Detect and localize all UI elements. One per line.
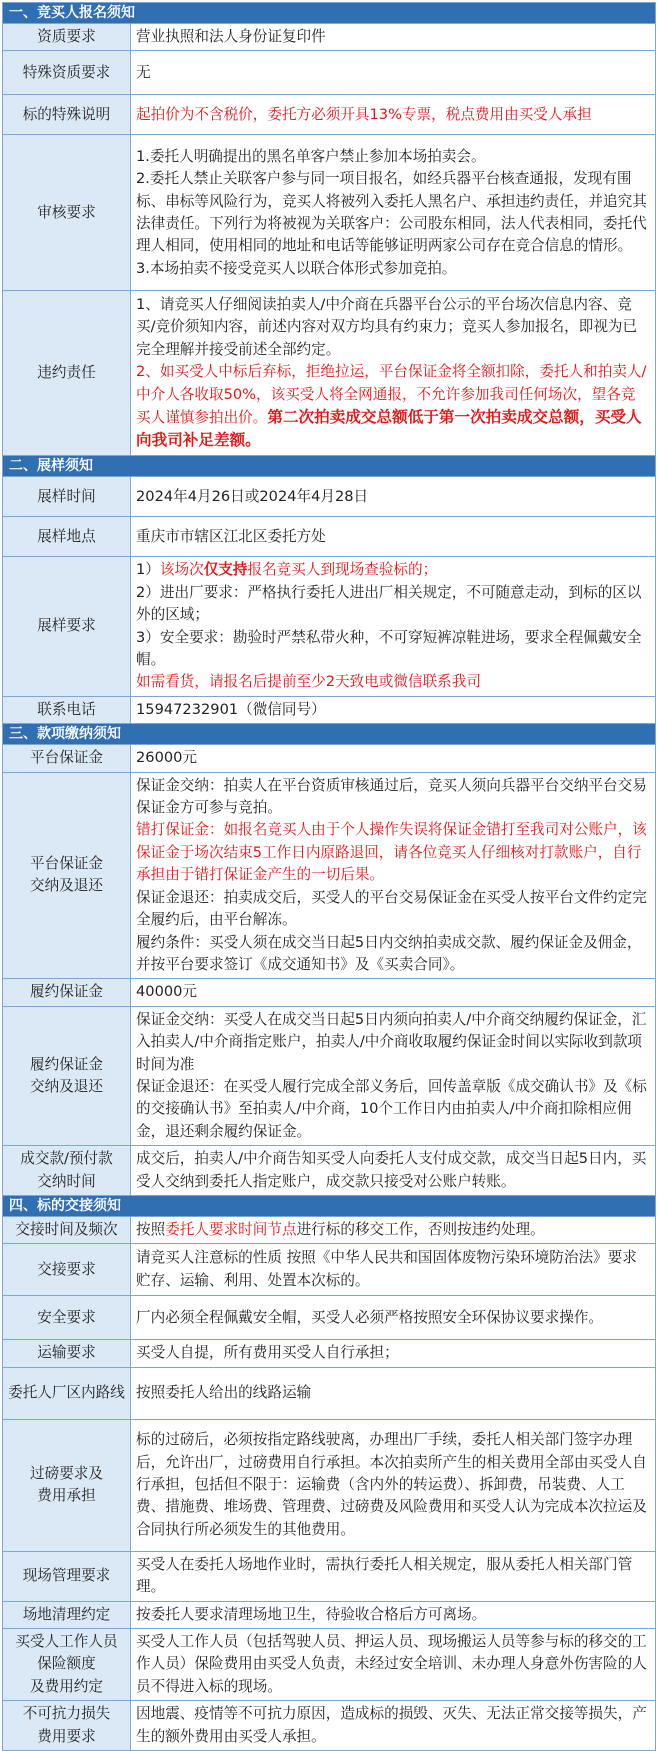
row-value: 买受人工作人员（包括驾驶人员、押运人员、现场搬运人员等参与标的移交的工作人员）保险费用由买受人负责，未经过安全培训、未办理人身意外伤害险的人员不得进入标的现场。 — [131, 1629, 656, 1701]
row-value: 请竞买人注意标的性质 按照《中华人民共和国固体废物污染环境防治法》要求贮存、运输、利用、处置本次标的。 — [131, 1244, 656, 1296]
row-value: 重庆市市辖区江北区委托方处 — [131, 517, 656, 557]
row-value: 无 — [131, 51, 656, 95]
review-line-2: 2.委托人禁止关联客户参与同一项目报名，如经兵器平台核查通报，发现有围标、串标等风险行为，竞买人将被列入委托人黑名户、承担违约责任，并追究其法律责任。下列行为将被视为关联客户：公司股东相同，法人代表相同，委托代理人相同，使用相同的地址和电话等能够证明两家公司存在竞合信息的情形。 — [136, 170, 647, 255]
row-value: 按照委托人给出的线路运输 — [131, 1367, 656, 1419]
label-line-1: 不可抗力损失 — [22, 1705, 111, 1723]
row-label — [3, 772, 131, 979]
row-breach — [3, 291, 656, 456]
row-label: 资质要求 — [3, 24, 131, 51]
row-handover-requirements — [3, 1244, 656, 1296]
row-value: 26000元 — [131, 745, 656, 772]
row-qualification — [3, 24, 656, 51]
row-value: 买受人在委托人场地作业时，需执行委托人相关规定，服从委托人相关部门管理。 — [131, 1551, 656, 1601]
row-label: 交接时间及频次 — [3, 1216, 131, 1243]
row-view-time — [3, 477, 656, 517]
view-req-emphasis: 仅支持 — [203, 561, 248, 579]
row-value: 40000元 — [131, 979, 656, 1006]
row-site-management — [3, 1551, 656, 1601]
label-line-2: 交纳时间 — [37, 1172, 96, 1190]
deposit-paragraph-3: 保证金退还：拍卖成交后，买受人的平台交易保证金在买受人按平台文件约定完全履约后，由平台解冻。 — [136, 888, 647, 929]
row-value: 因地震、疫情等不可抗力原因，造成标的损毁、灭失、无法正常交接等损失，产生的额外费用由买受人承担。 — [131, 1701, 656, 1751]
row-performance-deposit — [3, 979, 656, 1006]
row-weighing — [3, 1419, 656, 1551]
breach-paragraph-2: 2、如买受人中标后弃标，拒绝拉运，平台保证金将全额扣除，委托人和拍卖人/中介人各收取50%，该买受人将全网通报，不允许参加我司任何场次，望各竞买人谨慎参拍出价。 — [136, 363, 647, 427]
row-value: 买受人自提，所有费用买受人自行承担； — [131, 1340, 656, 1367]
row-value: 15947232901（微信同号） — [131, 696, 656, 723]
row-view-requirements — [3, 557, 656, 696]
view-req-highlight-end: 报名竞买人到现场查验标的； — [247, 561, 438, 579]
row-worker-insurance — [3, 1629, 656, 1701]
view-req-line-2: 2）进出厂要求：严格执行委托人进出厂相关规定，不可随意走动，到标的区以外的区域； — [136, 583, 642, 624]
breach-paragraph-3: 第二次拍卖成交总额低于第一次拍卖成交总额，买受人向我司补足差额。 — [136, 407, 642, 450]
label-line-1: 买受人工作人员 — [15, 1633, 118, 1650]
row-value — [131, 557, 656, 696]
row-label: 交接要求 — [3, 1244, 131, 1296]
row-site-cleaning — [3, 1601, 656, 1628]
row-force-majeure — [3, 1701, 656, 1751]
row-value: 厂内必须全程佩戴安全帽，买受人必须严格按照安全环保协议要求操作。 — [131, 1296, 656, 1340]
view-req-line-3: 3）安全要求：勘验时严禁私带火种，不可穿短裤凉鞋进场，要求全程佩戴安全帽。 — [136, 628, 642, 669]
view-req-line-1 — [136, 559, 650, 581]
row-label — [3, 1629, 131, 1701]
row-label: 现场管理要求 — [3, 1551, 131, 1601]
row-payment-time — [3, 1146, 656, 1196]
row-value — [131, 291, 656, 456]
section-header-viewing — [3, 456, 656, 477]
row-label: 展样要求 — [3, 557, 131, 696]
row-view-place — [3, 517, 656, 557]
label-line-1: 成交款/预付款 — [20, 1150, 113, 1168]
handover-text-1: 按照 — [136, 1220, 166, 1238]
label-line-2: 交纳及退还 — [30, 1077, 103, 1095]
row-handover-time — [3, 1216, 656, 1243]
row-label: 联系电话 — [3, 696, 131, 723]
row-value: 成交后，拍卖人/中介商告知买受人向委托人支付成交款，成交当日起5日内，买受人交纳到委托人指定账户，成交款只接受对公账户转账。 — [131, 1146, 656, 1196]
label-line-3: 及费用约定 — [30, 1677, 103, 1695]
row-label — [3, 1006, 131, 1145]
row-route — [3, 1367, 656, 1419]
view-req-prefix: 1） — [136, 561, 160, 579]
label-line-1: 过磅要求及 — [30, 1464, 103, 1482]
section-title: 一、竞买人报名须知 — [3, 3, 656, 24]
row-performance-refund — [3, 1006, 656, 1145]
row-deposit-refund — [3, 772, 656, 979]
row-transport — [3, 1340, 656, 1367]
row-label — [3, 1701, 131, 1751]
deposit-paragraph-4: 履约条件：买受人须在成交当日起5日内交纳拍卖成交款、履约保证金及佣金，并按平台要求签订《成交通知书》及《买卖合同》。 — [136, 933, 642, 973]
row-label: 委托人厂区内路线 — [3, 1367, 131, 1419]
row-value: 起拍价为不含税价，委托方必须开具13%专票，税点费用由买受人承担 — [131, 95, 656, 135]
row-value — [131, 772, 656, 979]
row-label — [3, 1146, 131, 1196]
label-line-2: 费用要求 — [37, 1727, 96, 1745]
row-label: 运输要求 — [3, 1340, 131, 1367]
section-header-payment — [3, 724, 656, 745]
row-special-note — [3, 95, 656, 135]
deposit-paragraph-1: 保证金交纳：拍卖人在平台资质审核通过后，竞买人须向兵器平台交纳平台交易保证金方可参与竞拍。 — [136, 776, 647, 817]
row-value: 营业执照和法人身份证复印件 — [131, 24, 656, 51]
row-phone — [3, 696, 656, 723]
row-label: 审核要求 — [3, 135, 131, 291]
label-line-2: 交纳及退还 — [30, 877, 103, 895]
row-value: 按委托人要求清理场地卫生，待验收合格后方可离场。 — [131, 1601, 656, 1628]
deposit-paragraph-2: 错打保证金：如报名竞买人由于个人操作失误将保证金错打至我司对公账户，该保证金于场次结束5工作日内原路退回，请各位竞买人仔细核对打款账户，自行承担由于错打保证金产生的一切后果。 — [136, 821, 647, 884]
row-value — [131, 1216, 656, 1243]
label-line-1: 履约保证金 — [30, 1055, 103, 1073]
perf-paragraph-1: 保证金交纳：买受人在成交当日起5日内须向拍卖人/中介商交纳履约保证金，汇入拍卖人/中介商指定账户，拍卖人/中介商收取履约保证金时间以实际收到款项时间为准 — [136, 1010, 647, 1073]
row-value: 2024年4月26日或2024年4月28日 — [131, 477, 656, 517]
section-title: 二、展样须知 — [3, 456, 656, 477]
handover-text-2: 进行标的移交工作，否则按违约处理。 — [296, 1220, 545, 1238]
row-label: 展样时间 — [3, 477, 131, 517]
row-label: 场地清理约定 — [3, 1601, 131, 1628]
section-header-handover — [3, 1195, 656, 1216]
auction-notice-table — [2, 2, 656, 1751]
label-line-2: 保险额度 — [37, 1655, 96, 1673]
row-platform-deposit — [3, 745, 656, 772]
row-label: 平台保证金 — [3, 745, 131, 772]
perf-paragraph-2: 保证金退还：在买受人履行完成全部义务后，回传盖章版《成交确认书》及《标的交接确认书》至拍卖人/中介商，10个工作日内由拍卖人/中介商扣除相应佣金，退还剩余履约保证金。 — [136, 1077, 647, 1140]
row-label: 违约责任 — [3, 291, 131, 456]
label-line-1: 平台保证金 — [30, 855, 103, 873]
section-title: 四、标的交接须知 — [3, 1195, 656, 1216]
review-line-3: 3.本场拍卖不接受竞买人以联合体形式参加竞拍。 — [136, 259, 457, 277]
row-label: 特殊资质要求 — [3, 51, 131, 95]
label-line-2: 费用承担 — [37, 1487, 96, 1505]
row-label: 履约保证金 — [3, 979, 131, 1006]
section-title: 三、款项缴纳须知 — [3, 724, 656, 745]
row-safety — [3, 1296, 656, 1340]
row-label: 展样地点 — [3, 517, 131, 557]
view-req-line-4: 如需看货，请报名后提前至少2天致电或微信联系我司 — [136, 673, 481, 691]
view-req-highlight: 该场次 — [159, 561, 204, 579]
breach-paragraph-1: 1、请竞买人仔细阅读拍卖人/中介商在兵器平台公示的平台场次信息内容、竞买/竞价须知内容，前述内容对双方均具有约束力；竞买人参加报名，即视为已完全理解并接受前述全部约定。 — [136, 295, 638, 358]
section-header-registration — [3, 3, 656, 24]
review-line-1: 1.委托人明确提出的黑名单客户禁止参加本场拍卖会。 — [136, 147, 486, 165]
row-special-qualification — [3, 51, 656, 95]
row-label: 安全要求 — [3, 1296, 131, 1340]
row-review — [3, 135, 656, 291]
row-value — [131, 135, 656, 291]
row-value: 标的过磅后，必须按指定路线驶离，办理出厂手续，委托人相关部门签字办理后，允许出厂，过磅费用自行承担。本次拍卖所产生的相关费用全部由买受人自行承担，包括但不限于：运输费（含内外的转运费）、拆卸费，吊装费、人工费、措施费、堆场费、管理费、过磅费及风险费用和买受人认为完成本次拉运及合同执行所必须发生的其他费用。 — [131, 1419, 656, 1551]
row-value — [131, 1006, 656, 1145]
row-label — [3, 1419, 131, 1551]
handover-highlight: 委托人要求时间节点 — [165, 1220, 297, 1238]
row-label: 标的特殊说明 — [3, 95, 131, 135]
